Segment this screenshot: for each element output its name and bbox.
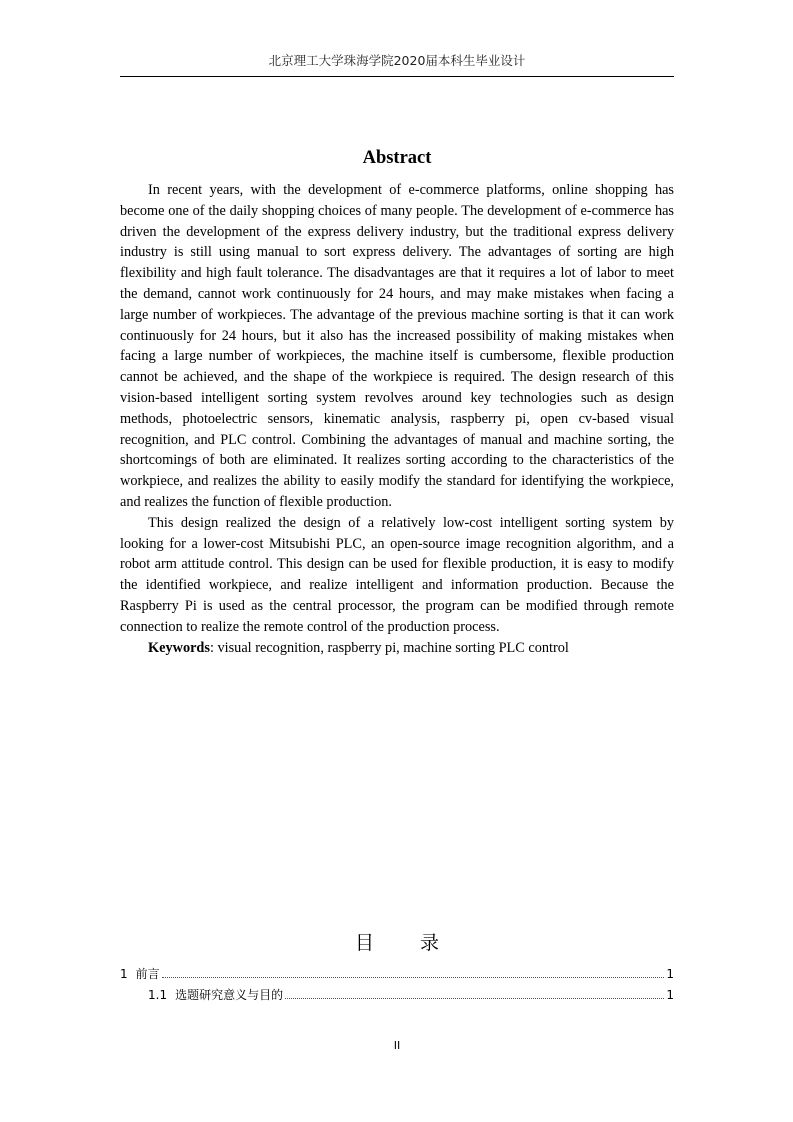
toc-entry[interactable] (120, 985, 674, 1006)
toc-entry-number: 1 (120, 967, 128, 981)
abstract-paragraph: This design realized the design of a relatively low-cost intelligent sorting system by looking for a lower-cost Mitsubishi PLC, an open-source image recognition algorithm, and a robot arm attitude control. This design can be used for flexible production, it is easy to modify the identified workpiece, and realize intelligent and information production. Because the Raspberry Pi is used as the central processor, the program can be modified through remote connection to realize the remote control of the production process. (120, 514, 674, 635)
keywords-text: : visual recognition, raspberry pi, machine sorting PLC control (209, 639, 569, 656)
keywords-line (120, 638, 674, 659)
table-of-contents (120, 964, 674, 1006)
toc-entry-page: 1 (666, 967, 674, 981)
toc-entry[interactable] (120, 964, 674, 985)
toc-entry-title: 前言 (135, 967, 160, 981)
abstract-paragraph: In recent years, with the development of e-commerce platforms, online shopping has become one of the daily shopping choices of many people. The development of e-commerce has driven the development of the express delivery industry, but the traditional express delivery industry is still using manual to sort express delivery. The advantages of sorting are high flexibility and high fault tolerance. The disadvantages are that it requires a lot of labor to meet the demand, cannot work continuously for 24 hours, and may make mistakes when facing a large number of workpieces. The advantage of the previous machine sorting is that it can work continuously for 24 hours, but it also has the increased possibility of making mistakes when facing a large number of workpieces, the machine itself is cumbersome, flexible production cannot be achieved, and the shape of the workpiece is required. The design research of this vision-based intelligent sorting system revolves around key technologies such as design methods, photoelectric sensors, kinematic analysis, raspberry pi, open cv-based visual recognition, and PLC control. Combining the advantages of manual and machine sorting, the shortcomings of both are eliminated. It realizes sorting according to the characteristics of the workpiece, and realizes the ability to easily modify the standard for identifying the workpiece, and realizes the function of flexible production. (120, 182, 674, 510)
toc-entry-number: 1.1 (148, 988, 168, 1002)
page-number: II (393, 1039, 401, 1052)
toc-dot-leader (162, 976, 665, 978)
abstract-title: Abstract (362, 148, 432, 168)
toc-title: 目 录 (354, 932, 460, 954)
keywords-label: Keywords (148, 639, 210, 656)
toc-dot-leader (285, 997, 664, 999)
page-header (120, 52, 674, 77)
abstract-body (120, 180, 674, 658)
header-text: 北京理工大学珠海学院2020届本科生毕业设计 (268, 53, 526, 68)
toc-entry-title: 选题研究意义与目的 (175, 988, 284, 1002)
toc-entry-page: 1 (666, 988, 674, 1002)
